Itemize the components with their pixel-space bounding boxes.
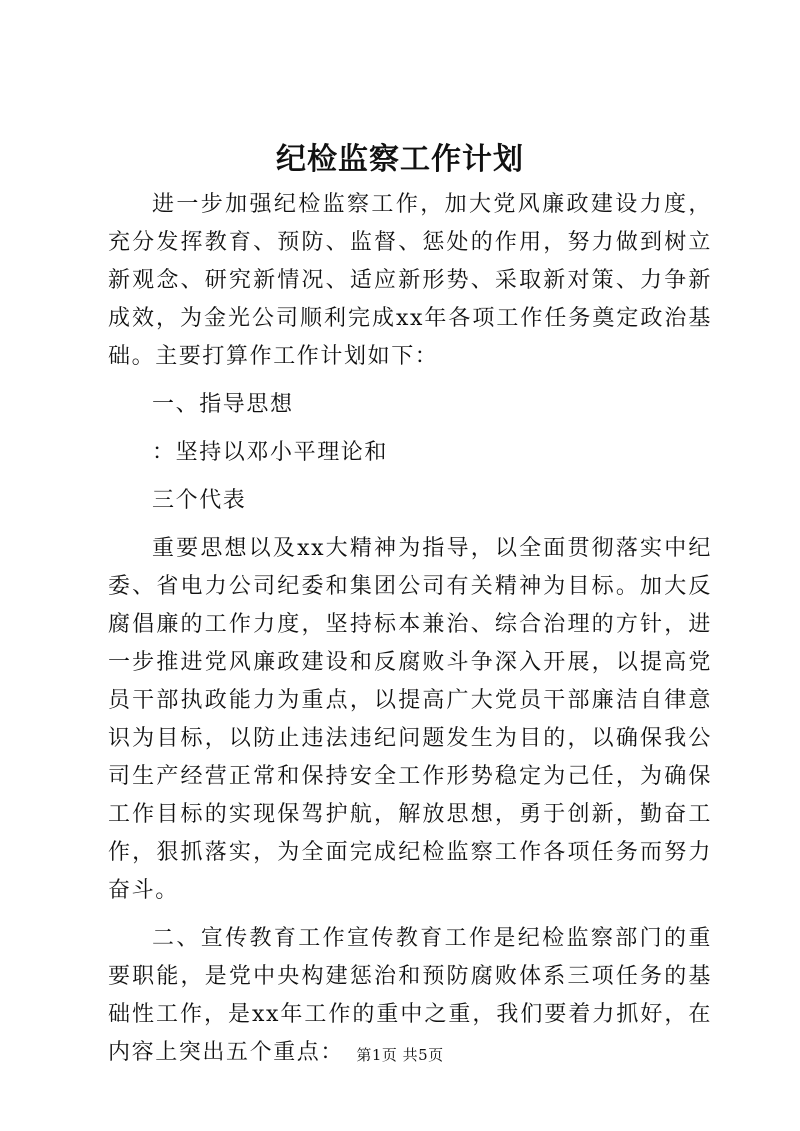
document-body [108,186,712,1072]
document-title: 纪检监察工作计划 [276,142,524,177]
intro-paragraph: 进一步加强纪检监察工作，加大党风廉政建设力度，充分发挥教育、预防、监督、惩处的作用，努力做到树立新观念、研究新情况、适应新形势、采取新对策、力争新成效，为金光公司顺利完成xx年各项工作任务奠定政治基础。主要打算作工作计划如下： [108,192,712,369]
page-number-footer: 第1页 共5页 [356,1046,444,1064]
three-represents-line: 三个代表 [152,488,247,513]
propaganda-education-paragraph: 二、宣传教育工作宣传教育工作是纪检监察部门的重要职能，是党中央构建惩治和预防腐败体系三项任务的基础性工作，是xx年工作的重中之重，我们要着力抓好，在内容上突出五个重点： [108,926,712,1065]
guiding-thought-line: ：坚持以邓小平理论和 [152,440,389,465]
guiding-thought-paragraph: 重要思想以及xx大精神为指导，以全面贯彻落实中纪委、省电力公司纪委和集团公司有关精神为目标。加大反腐倡廉的工作力度，坚持标本兼治、综合治理的方针，进一步推进党风廉政建设和反腐败斗争深入开展，以提高党员干部执政能力为重点，以提高广大党员干部廉洁自律意识为目标，以防止违法违纪问题发生为目的，以确保我公司生产经营正常和保持安全工作形势稳定为己任，为确保工作目标的实现保驾护航，解放思想，勇于创新，勤奋工作，狠抓落实，为全面完成纪检监察工作各项任务而努力奋斗。 [108,536,712,903]
section-heading-guiding-thought: 一、指导思想 [152,392,294,417]
